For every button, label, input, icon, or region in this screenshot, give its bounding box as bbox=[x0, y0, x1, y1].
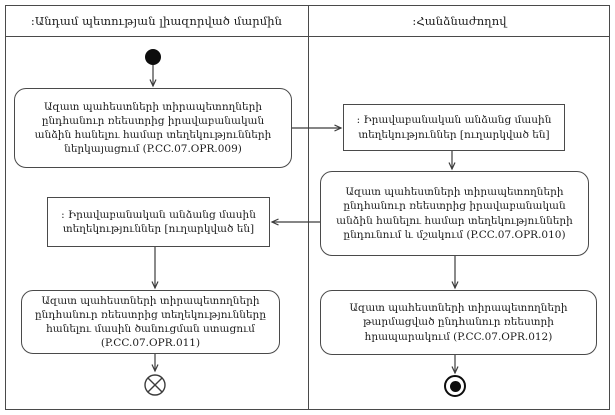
initial-node-icon bbox=[145, 49, 161, 65]
action-opr-011: Ազատ պահեստների տիրապետողների ընդհանուր ռեեստրից տեղեկությունները հանելու մասին ծանուցման ստացում (P.CC.07.OPR.011) bbox=[21, 290, 280, 354]
flow-final-node-icon bbox=[143, 373, 167, 397]
swimlane-header-commission: :Հանձնաժողով bbox=[412, 14, 507, 28]
swimlane-header-member-state: :Անդամ պետության լիազորված մարմին bbox=[30, 14, 283, 28]
swimlane-divider bbox=[308, 5, 309, 410]
activity-final-node-icon bbox=[444, 375, 466, 397]
object-node-info-sent-commission: : Իրավաբանական անձանց մասին տեղեկություններ [ուղարկված են] bbox=[343, 104, 565, 151]
action-opr-010: Ազատ պահեստների տիրապետողների ընդհանուր ռեեստրից իրավաբանական անձին հանելու համար տեղեկությունների ընդունում և մշակում (P.CC.07.OPR.010) bbox=[320, 171, 589, 256]
object-node-info-sent-member: : Իրավաբանական անձանց մասին տեղեկություններ [ուղարկված են] bbox=[47, 197, 270, 247]
activity-final-node-dot bbox=[450, 381, 461, 392]
action-opr-012: Ազատ պահեստների տիրապետողների թարմացված ընդհանուր ռեեստրի հրապարակում (P.CC.07.OPR.012) bbox=[320, 290, 597, 355]
action-opr-009: Ազատ պահեստների տիրապետողների ընդհանուր ռեեստրից իրավաբանական անձին հանելու համար տեղեկությունների ներկայացում (P.CC.07.OPR.009) bbox=[14, 88, 292, 168]
